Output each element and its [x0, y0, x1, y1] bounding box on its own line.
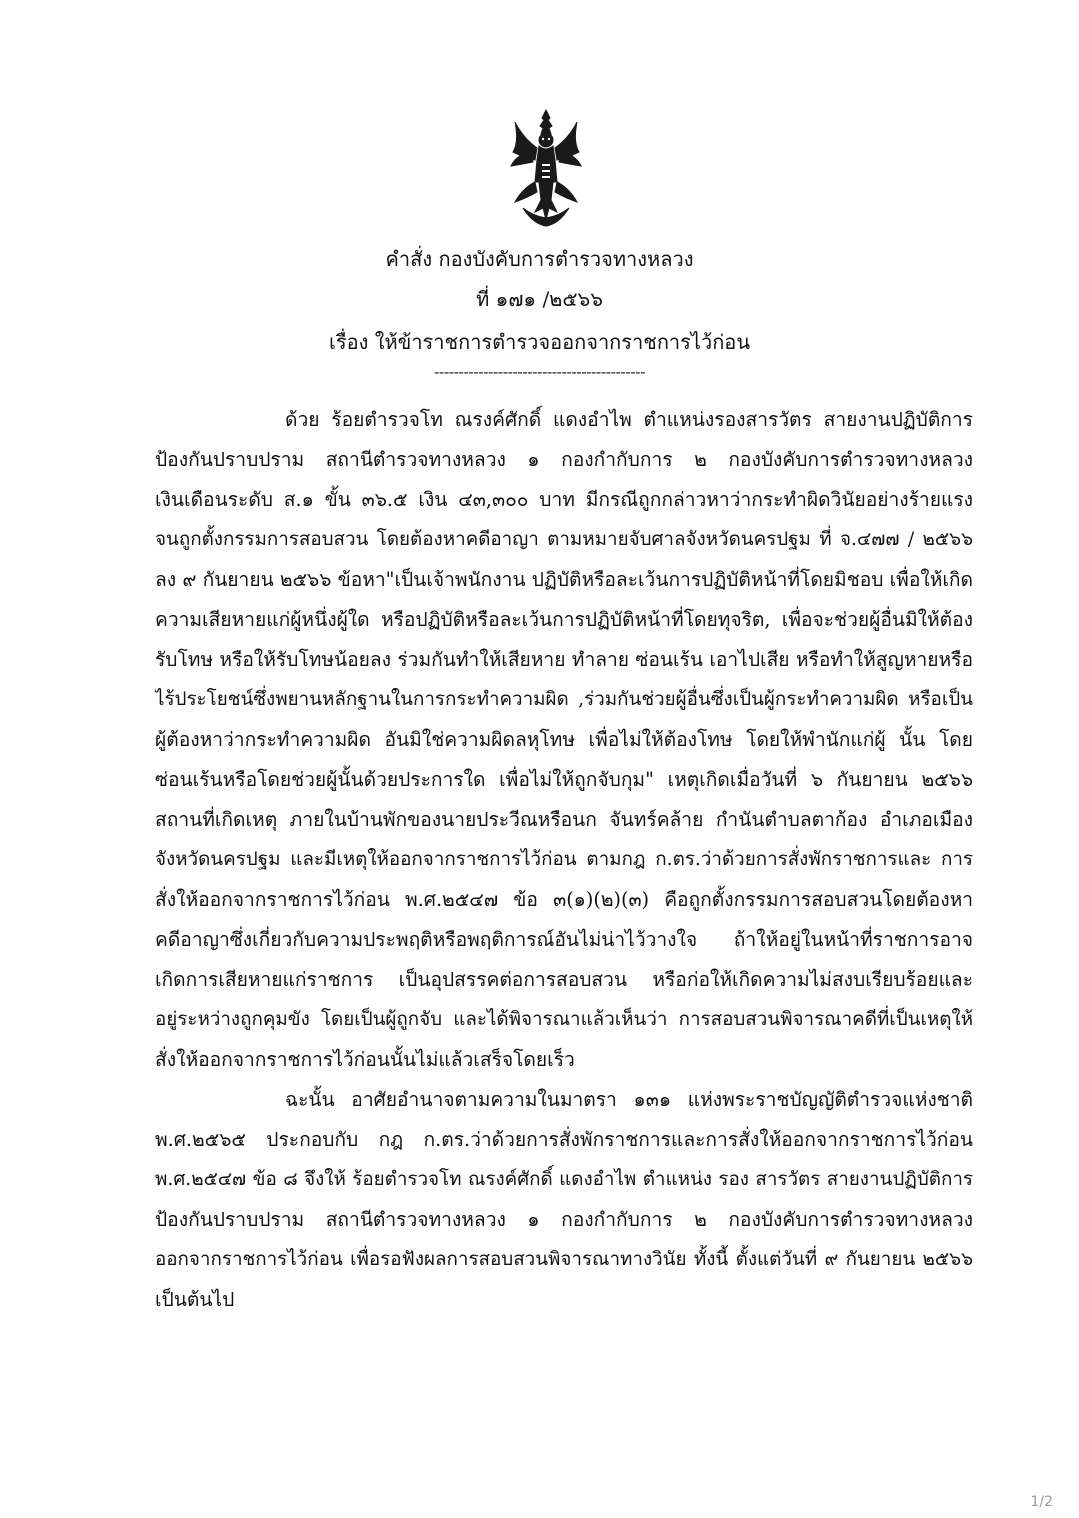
- order-title: คำสั่ง กองบังคับการตำรวจทางหลวง: [385, 247, 694, 271]
- text-line: เงินเดือนระดับ ส.๑ ขั้น ๓๖.๕ เงิน ๔๓,๓๐๐ บาท มีกรณีถูกกล่าวหาว่ากระทำผิดวินัยอย่างร้ายแรง: [155, 488, 973, 511]
- text-line: ป้องกันปราบปราม สถานีตำรวจทางหลวง ๑ กองกำกับการ ๒ กองบังคับการตำรวจทางหลวง: [155, 1208, 973, 1231]
- text-line: ด้วย ร้อยตำรวจโท ณรงค์ศักดิ์ แดงอำไพ ตำแหน่งรองสารวัตร สายงานปฏิบัติการ: [285, 408, 973, 431]
- text-line: ฉะนั้น อาศัยอำนาจตามความในมาตรา ๑๓๑ แห่งพระราชบัญญัติตำรวจแห่งชาติ: [285, 1088, 973, 1111]
- text-line: สถานที่เกิดเหตุ ภายในบ้านพักของนายประวีณหรือนก จันทร์คล้าย กำนันตำบลตาก้อง อำเภอเมือง: [155, 808, 973, 831]
- text-line: ไร้ประโยชน์ซึ่งพยานหลักฐานในการกระทำความผิด ,ร่วมกันช่วยผู้อื่นซึ่งเป็นผู้กระทำความผิด หรือเป็น: [155, 689, 973, 710]
- order-subject: เรื่อง ให้ข้าราชการตำรวจออกจากราชการไว้ก่อน: [328, 330, 750, 354]
- text-line: พ.ศ.๒๕๖๕ ประกอบกับ กฎ ก.ตร.ว่าด้วยการสั่งพักราชการและการสั่งให้ออกจากราชการไว้ก่อน: [155, 1128, 973, 1151]
- text-line: รับโทษ หรือให้รับโทษน้อยลง ร่วมกันทำให้เสียหาย ทำลาย ซ่อนเร้น เอาไปเสีย หรือทำให้สูญหายหรือ: [155, 648, 973, 671]
- text-line: พ.ศ.๒๕๔๗ ข้อ ๘ จึงให้ ร้อยตำรวจโท ณรงค์ศักดิ์ แดงอำไพ ตำแหน่ง รอง สารวัตร สายงานปฏิบัติการ: [155, 1169, 973, 1190]
- separator-line: -------------------------------------------: [434, 362, 645, 381]
- text-line: ผู้ต้องหาว่ากระทำความผิด อันมิใช่ความผิดลหุโทษ เพื่อไม่ให้ต้องโทษ โดยให้พำนักแก่ผู้ นั้น โดย: [155, 728, 973, 751]
- text-line: จังหวัดนครปฐม และมีเหตุให้ออกจากราชการไว้ก่อน ตามกฎ ก.ตร.ว่าด้วยการสั่งพักราชการและ การ: [155, 849, 973, 870]
- text-line: ป้องกันปราบปราม สถานีตำรวจทางหลวง ๑ กองกำกับการ ๒ กองบังคับการตำรวจทางหลวง: [155, 448, 973, 471]
- text-line: คดีอาญาซึ่งเกี่ยวกับความประพฤติหรือพฤติการณ์อันไม่น่าไว้วางใจ ถ้าให้อยู่ในหน้าที่ราชการอาจ: [155, 928, 973, 951]
- text-line: ความเสียหายแก่ผู้หนึ่งผู้ใด หรือปฏิบัติหรือละเว้นการปฏิบัติหน้าที่โดยทุจริต, เพื่อจะช่วยผู้อื่นมิให้ต้อง: [155, 608, 973, 631]
- order-body: [155, 400, 973, 1320]
- text-line: ออกจากราชการไว้ก่อน เพื่อรอฟังผลการสอบสวนพิจารณาทางวินัย ทั้งนี้ ตั้งแต่วันที่ ๙ กันยายน ๒๕๖๖: [155, 1249, 973, 1270]
- text-line: จนถูกตั้งกรรมการสอบสวน โดยต้องหาคดีอาญา ตามหมายจับศาลจังหวัดนครปฐม ที่ จ.๔๗๗ / ๒๕๖๖: [155, 529, 973, 550]
- paragraph-reasons: [155, 400, 973, 1080]
- order-number: ที่ ๑๗๑ /๒๕๖๖: [476, 287, 603, 311]
- text-line: ซ่อนเร้นหรือโดยช่วยผู้นั้นด้วยประการใด เพื่อไม่ให้ถูกจับกุม" เหตุเกิดเมื่อวันที่ ๖ กันยายน ๒๕๖๖: [155, 768, 973, 791]
- text-line: สั่งให้ออกจากราชการไว้ก่อนนั้นไม่แล้วเสร็จโดยเร็ว: [155, 1048, 575, 1071]
- text-line: อยู่ระหว่างถูกคุมขัง โดยเป็นผู้ถูกจับ และได้พิจารณาแล้วเห็นว่า การสอบสวนพิจารณาคดีที่เป็นเหตุให้: [155, 1009, 973, 1030]
- page-indicator: 1/2: [1030, 1494, 1053, 1510]
- paragraph-order: [155, 1080, 973, 1320]
- garuda-emblem: [509, 108, 583, 230]
- text-line: เกิดการเสียหายแก่ราชการ เป็นอุปสรรคต่อการสอบสวน หรือก่อให้เกิดความไม่สงบเรียบร้อยและ: [155, 968, 973, 991]
- text-line: ลง ๙ กันยายน ๒๕๖๖ ข้อหา"เป็นเจ้าพนักงาน ปฏิบัติหรือละเว้นการปฏิบัติหน้าที่โดยมิชอบ เพื่อให้เกิด: [155, 568, 973, 591]
- text-line: เป็นต้นไป: [155, 1288, 235, 1311]
- text-line: สั่งให้ออกจากราชการไว้ก่อน พ.ศ.๒๕๔๗ ข้อ ๓(๑)(๒)(๓) คือถูกตั้งกรรมการสอบสวนโดยต้องหา: [155, 888, 973, 911]
